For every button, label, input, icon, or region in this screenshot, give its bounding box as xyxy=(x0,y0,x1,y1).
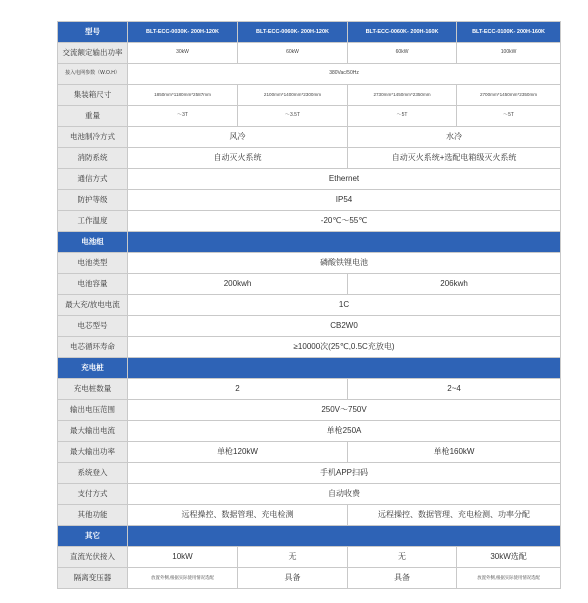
row-label: 交流额定输出功率 xyxy=(58,43,128,64)
cell-value: 单枪160kW xyxy=(348,442,561,463)
cell-value: 无 xyxy=(238,547,348,568)
cell-value: 无 xyxy=(348,547,457,568)
cell-value: ～5T xyxy=(348,106,457,127)
table-row xyxy=(58,400,561,421)
cell-value: ～5T xyxy=(457,106,561,127)
row-label: 支付方式 xyxy=(58,484,128,505)
cell-value: ～3T xyxy=(128,106,238,127)
cell-value: 具备 xyxy=(238,568,348,589)
model-label: 型号 xyxy=(58,22,128,43)
cell-value: 具备 xyxy=(348,568,457,589)
table-row xyxy=(58,85,561,106)
cell-value: ≥10000次(25℃,0.5C充放电) xyxy=(128,337,561,358)
table-row xyxy=(58,484,561,505)
row-label: 最大输出电流 xyxy=(58,421,128,442)
table-row xyxy=(58,148,561,169)
row-label: 重量 xyxy=(58,106,128,127)
cell-value: 30kW xyxy=(128,43,238,64)
model-name: BLT-ECC-0060K- 200H-120K xyxy=(238,22,348,43)
row-label: 最大充/放电电流 xyxy=(58,295,128,316)
cell-value: CB2W0 xyxy=(128,316,561,337)
cell-value: ～3.5T xyxy=(238,106,348,127)
table-row xyxy=(58,253,561,274)
row-label: 通信方式 xyxy=(58,169,128,190)
cell-value: 30kW选配 xyxy=(457,547,561,568)
cell-value: 自动灭火系统+选配电箱级灭火系统 xyxy=(348,148,561,169)
table-row xyxy=(58,190,561,211)
cell-value: 2100mm*1400mm*2300mm xyxy=(238,85,348,106)
row-label: 隔离变压器 xyxy=(58,568,128,589)
cell-value: -20℃～55℃ xyxy=(128,211,561,232)
cell-value: 250V～750V xyxy=(128,400,561,421)
section-bar xyxy=(128,232,561,253)
row-label: 最大输出功率 xyxy=(58,442,128,463)
section-title: 电池组 xyxy=(58,232,128,253)
cell-value: 放置外侧,根据实际使用情况选配 xyxy=(128,568,238,589)
spec-table xyxy=(57,21,561,589)
section-bar xyxy=(128,358,561,379)
row-label: 系统登入 xyxy=(58,463,128,484)
cell-value: 单枪250A xyxy=(128,421,561,442)
row-label: 其他功能 xyxy=(58,505,128,526)
row-label: 消防系统 xyxy=(58,148,128,169)
row-label: 输出电压范围 xyxy=(58,400,128,421)
cell-value: 206kwh xyxy=(348,274,561,295)
cell-value: 1850mm*1180mm*2587mm xyxy=(128,85,238,106)
cell-value: 2~4 xyxy=(348,379,561,400)
table-row xyxy=(58,64,561,85)
cell-value: 自动灭火系统 xyxy=(128,148,348,169)
table-row xyxy=(58,106,561,127)
row-label: 电芯型号 xyxy=(58,316,128,337)
table-row xyxy=(58,127,561,148)
table-row xyxy=(58,505,561,526)
row-label: 电池容量 xyxy=(58,274,128,295)
row-label: 直流光伏接入 xyxy=(58,547,128,568)
cell-value: 远程操控、数据管理、充电检测 xyxy=(128,505,348,526)
cell-value: 60kW xyxy=(238,43,348,64)
model-name: BLT-ECC-0030K- 200H-120K xyxy=(128,22,238,43)
table-row xyxy=(58,43,561,64)
cell-value: 磷酸铁锂电池 xyxy=(128,253,561,274)
table-row xyxy=(58,568,561,589)
table-row xyxy=(58,274,561,295)
row-label: 接入电网参数（W.O.H） xyxy=(58,64,128,85)
table-row xyxy=(58,211,561,232)
cell-value: 100kW xyxy=(457,43,561,64)
cell-value: 2 xyxy=(128,379,348,400)
table-row xyxy=(58,316,561,337)
cell-value: 远程操控、数据管理、充电检测、功率分配 xyxy=(348,505,561,526)
table-row xyxy=(58,547,561,568)
section-header-row xyxy=(58,232,561,253)
table-row xyxy=(58,421,561,442)
row-label: 电芯循环寿命 xyxy=(58,337,128,358)
cell-value: 放置外侧,根据实际使用情况选配 xyxy=(457,568,561,589)
section-title: 其它 xyxy=(58,526,128,547)
table-row xyxy=(58,379,561,400)
table-row xyxy=(58,295,561,316)
cell-value: 自动收费 xyxy=(128,484,561,505)
cell-value: 60kW xyxy=(348,43,457,64)
row-label: 集装箱尺寸 xyxy=(58,85,128,106)
cell-value: 200kwh xyxy=(128,274,348,295)
row-label: 电池类型 xyxy=(58,253,128,274)
row-label: 工作温度 xyxy=(58,211,128,232)
cell-value: 1C xyxy=(128,295,561,316)
cell-value: Ethernet xyxy=(128,169,561,190)
section-bar xyxy=(128,526,561,547)
section-header-row xyxy=(58,526,561,547)
row-label: 电池制冷方式 xyxy=(58,127,128,148)
model-name: BLT-ECC-0060K- 200H-160K xyxy=(348,22,457,43)
model-header-row xyxy=(58,22,561,43)
row-label: 防护等级 xyxy=(58,190,128,211)
table-row xyxy=(58,463,561,484)
cell-value: IP54 xyxy=(128,190,561,211)
table-row xyxy=(58,337,561,358)
cell-value: 手机APP扫码 xyxy=(128,463,561,484)
section-header-row xyxy=(58,358,561,379)
section-title: 充电桩 xyxy=(58,358,128,379)
cell-value: 单枪120kW xyxy=(128,442,348,463)
cell-value: 风冷 xyxy=(128,127,348,148)
table-row xyxy=(58,442,561,463)
cell-value: 2730mm*1450mm*2350mm xyxy=(348,85,457,106)
cell-value: 水冷 xyxy=(348,127,561,148)
model-name: BLT-ECC-0100K- 200H-160K xyxy=(457,22,561,43)
cell-value: 380Vac/50Hz xyxy=(128,64,561,85)
table-row xyxy=(58,169,561,190)
cell-value: 2700mm*1450mm*2350mm xyxy=(457,85,561,106)
cell-value: 10kW xyxy=(128,547,238,568)
row-label: 充电桩数量 xyxy=(58,379,128,400)
